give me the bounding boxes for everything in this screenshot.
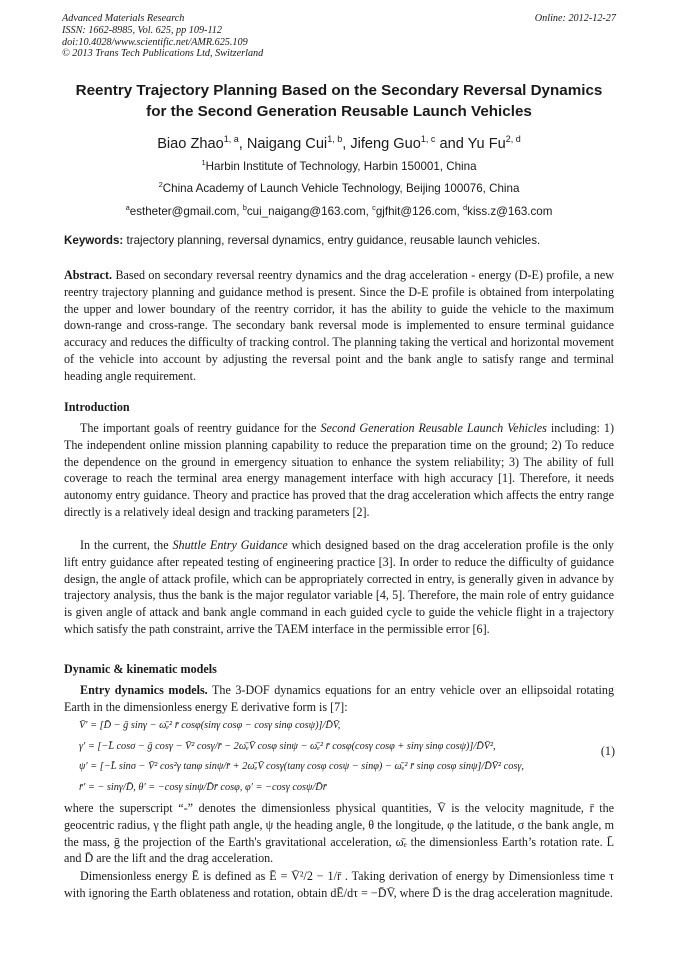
affiliation-1	[50, 156, 628, 174]
equation-block	[79, 716, 614, 798]
author-separator: ,	[342, 135, 351, 152]
author-affiliation-marker: 1, c	[420, 134, 436, 144]
author-affiliation-marker: 1, b	[327, 134, 343, 144]
journal-header	[62, 13, 616, 60]
keywords-text: trajectory planning, reversal dynamics, entry guidance, reusable launch vehicles.	[123, 234, 541, 247]
author-list	[50, 130, 628, 153]
email-marker: b	[242, 203, 247, 212]
author-affiliation-marker: 2, d	[505, 134, 521, 144]
email-marker: d	[463, 203, 468, 212]
intro-paragraph-2	[64, 537, 614, 638]
issn-line: ISSN: 1662-8985, Vol. 625, pp 109-112	[62, 24, 222, 36]
intro-p2-text: In the current, the	[80, 538, 173, 552]
introduction-heading: Introduction	[64, 400, 130, 414]
equation-line: r̄′ = − sinγ/D̄, θ′ = −cosγ sinψ/D̄r̄ cosφ, φ′ = −cosγ cosψ/D̄r̄	[79, 781, 327, 793]
intro-p2-text: which designed based on the drag acceleration profile is the only lift entry guidance after repeated testing of engineering practice [3]. In order to reduce the difficulty of guidance design, the angle of attack profile, which can be appropriately corrected in entry, is generally given in advance by trajectory analysis, thus the bank is the major regulator variable [4, 5]. Therefore, the main role of entry guidance is given angle of attack and bank angle command in each guided cycle to guide the vehicle flight in a trajectory which satisfy the path constraint, arrive the TAEM interface in the permissible error [6].	[64, 538, 614, 636]
email-address[interactable]: estheter@gmail.com,	[129, 204, 243, 218]
models-intro-text: The 3-DOF dynamics equations for an entry vehicle over an ellipsoidal rotating Earth in the dimensionless energy E derivative form is [7]:	[64, 683, 615, 714]
author-name: Biao Zhao	[157, 135, 224, 152]
email-address[interactable]: cui_naigang@163.com,	[246, 204, 373, 218]
models-intro-paragraph	[64, 682, 614, 716]
affiliation-text: Harbin Institute of Technology, Harbin 150001, China	[205, 159, 477, 173]
journal-name: Advanced Materials Research	[62, 13, 185, 24]
equation-line: γ′ = [−L̄ cosσ − ḡ cosγ − V̄² cosγ/r̄ − 2ω̄ₑV̄ cosφ sinψ − ω̄ₑ² r̄ cosφ(cosγ cosφ + sinγ sinφ cosψ)]/D̄V̄²,	[79, 740, 496, 752]
energy-paragraph: Dimensionless energy Ē is defined as Ē = V̄²/2 − 1/r̄ . Taking derivation of energy by Dimensionless time τ with ignoring the Earth oblateness and rotation, obtain dĒ/dτ = −D̄V̄, where D̄ is the drag acceleration magnitude.	[64, 869, 614, 900]
online-date: Online: 2012-12-27	[534, 13, 616, 24]
intro-p1-text: The important goals of reentry guidance for the	[80, 421, 321, 435]
title-line-2: for the Second Generation Reusable Launch Vehicles	[146, 103, 532, 120]
keywords	[64, 234, 624, 248]
affiliation-marker: 1	[201, 158, 206, 167]
equation-number: (1)	[600, 744, 615, 758]
author-affiliation-marker: 1, a	[223, 134, 239, 144]
keywords-label: Keywords:	[64, 234, 124, 247]
author-separator: ,	[238, 135, 247, 152]
email-marker: c	[372, 203, 376, 212]
intro-p1-text: including: 1) The independent online mission planning capability to reduce the preparation time on the ground; 2) To reduce the dependence on the ground in emergency situation to enhance the system reliability; 3) The ability of full coverage to reach the terminal area energy management interface with high accuracy [1]. Therefore, it needs autonomy entry guidance. Theory and practice has proved that the drag acceleration which affects the entry range directly is a relatively ideal design and tracking parameters [2].	[64, 421, 615, 519]
email-address[interactable]: gjfhit@126.com,	[375, 204, 463, 218]
models-subheading: Entry dynamics models.	[80, 683, 208, 697]
abstract-label: Abstract.	[64, 268, 113, 282]
affiliation-2	[50, 178, 628, 196]
abstract-paragraph	[64, 267, 614, 385]
author-name: Naigang Cui	[246, 135, 328, 152]
author-separator: and	[435, 135, 468, 152]
affiliation-text: China Academy of Launch Vehicle Technology, Beijing 100076, China	[162, 181, 520, 195]
intro-p2-emphasis: Shuttle Entry Guidance	[172, 538, 288, 552]
intro-paragraph-1	[64, 420, 614, 521]
email-marker: a	[125, 203, 130, 212]
copyright-line: © 2013 Trans Tech Publications Ltd, Switzerland	[62, 48, 264, 60]
email-address[interactable]: kiss.z@163.com	[467, 204, 553, 218]
author-name: Yu Fu	[467, 135, 506, 152]
models-heading: Dynamic & kinematic models	[64, 662, 217, 676]
paper-title	[50, 80, 628, 122]
abstract-text: Based on secondary reversal reentry dynamics and the drag acceleration - energy (D-E) profile, a new reentry trajectory planning and guidance method is present. Since the D-E profile is obtained from interpolating the upper and lower boundary of the reentry corridor, it has the ability to guide the vehicle to the maximum down-range and cross-range. The secondary bank reversal mode is implemented to ensure terminal guidance accuracy and reduces the difficulty of tracking control. The planning taking the vertical and horizontal movement of the vehicle into account by adjusting the reversal point and the bank angle to satisfy range and terminal heading angle requirement.	[64, 268, 614, 383]
author-name: Jifeng Guo	[350, 135, 421, 152]
doi-line: doi:10.4028/www.scientific.net/AMR.625.109	[62, 36, 248, 48]
where-paragraph: where the superscript “-” denotes the dimensionless physical quantities, V̄ is the velocity magnitude, r̄ the geocentric radius, γ the flight path angle, ψ the heading angle, θ the longitude, φ the latitude, σ the bank angle, m the mass, ḡ the projection of the Earth's gravitational acceleration, ω̄ₑ the dimensionless Earth’s rotation rate. L̄ and D̄ are the lift and the drag acceleration.	[64, 801, 614, 866]
email-line	[50, 201, 628, 219]
intro-p1-emphasis: Second Generation Reusable Launch Vehicles	[320, 421, 547, 435]
equation-line: ψ′ = [−L̄ sinσ − V̄² cos²γ tanφ sinψ/r̄ + 2ω̄ₑV̄ cosγ(tanγ cosφ cosψ − sinφ) − ω̄ₑ² r̄ sinφ cosφ sinψ]/D̄V̄² cosγ,	[79, 761, 524, 772]
title-line-1: Reentry Trajectory Planning Based on the Secondary Reversal Dynamics	[75, 82, 603, 99]
equation-line: V̄′ = [D̄ − ḡ sinγ − ω̄ₑ² r̄ cosφ(sinγ cosφ − cosγ sinφ cosψ)]/D̄V̄,	[79, 720, 341, 731]
affiliation-marker: 2	[158, 180, 163, 189]
